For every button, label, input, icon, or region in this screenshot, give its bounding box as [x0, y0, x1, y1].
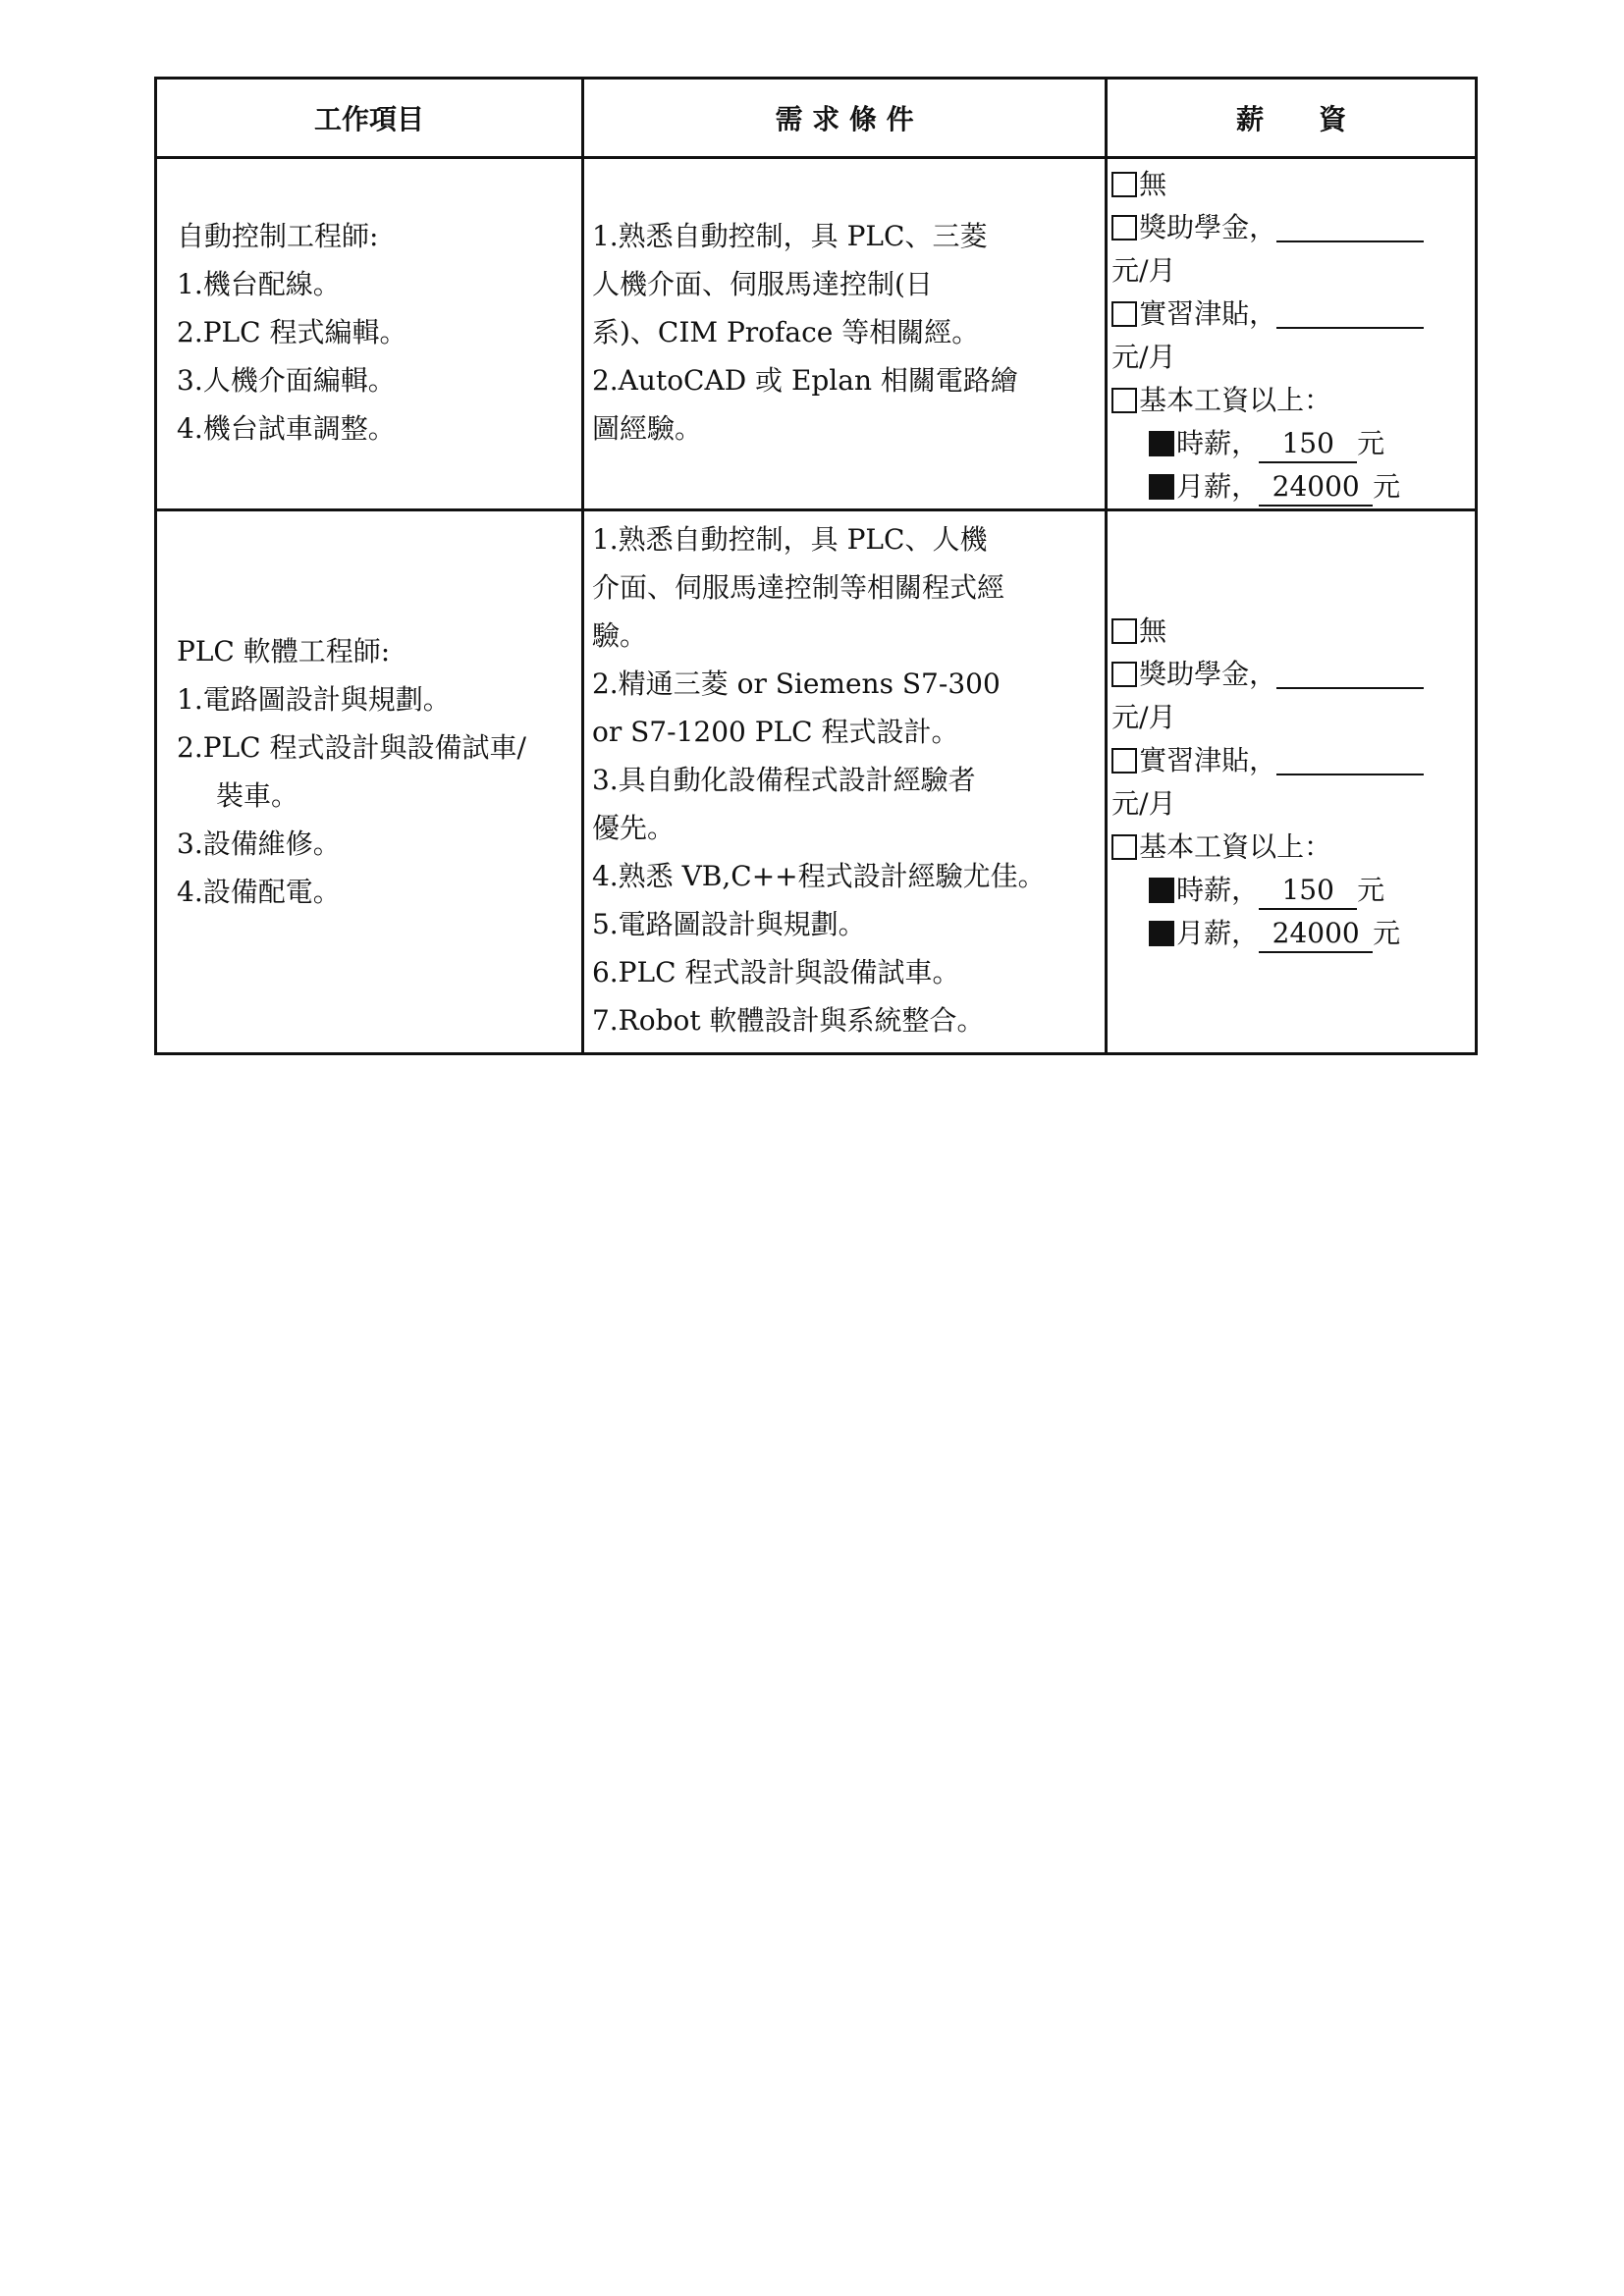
monthly-value: 24000 — [1259, 469, 1373, 507]
requirement-line: 人機介面、伺服馬達控制(日 — [591, 268, 933, 300]
requirement-line: 1.熟悉自動控制，具 PLC、三菱 — [591, 220, 988, 252]
scholarship-checkbox[interactable] — [1111, 215, 1137, 240]
base-wage-checkbox[interactable] — [1111, 834, 1137, 860]
job-item: 1.機台配線。 — [177, 268, 341, 300]
job-item: 2.PLC 程式設計與設備試車/ — [177, 731, 526, 764]
table-row — [156, 510, 1477, 1054]
per-month-label: 元/月 — [1111, 787, 1176, 820]
salary-cell — [1107, 510, 1477, 1054]
job-cell — [156, 510, 583, 1054]
requirement-line: 優先。 — [591, 812, 675, 844]
header-job-item: 工作項目 — [156, 79, 583, 158]
allowance-checkbox[interactable] — [1111, 301, 1137, 327]
scholarship-checkbox[interactable] — [1111, 662, 1137, 687]
salary-cell — [1107, 158, 1477, 510]
unit-label: 元 — [1357, 427, 1385, 459]
job-title: 自動控制工程師: — [177, 220, 379, 252]
hourly-value: 150 — [1259, 873, 1357, 910]
per-month-label: 元/月 — [1111, 254, 1176, 287]
scholarship-amount-field[interactable] — [1276, 211, 1424, 242]
table-row — [156, 158, 1477, 510]
monthly-label: 月薪， — [1176, 917, 1260, 949]
job-item: 1.電路圖設計與規劃。 — [177, 683, 451, 716]
header-salary: 薪 資 — [1107, 79, 1477, 158]
per-month-label: 元/月 — [1111, 341, 1176, 373]
requirement-line: 4.熟悉 VB,C++程式設計經驗尤佳。 — [591, 860, 1046, 892]
monthly-checkbox[interactable] — [1149, 921, 1174, 946]
requirements-cell — [582, 510, 1106, 1054]
job-item: 4.機台試車調整。 — [177, 412, 396, 445]
requirement-line: 系)、CIM Proface 等相關經。 — [591, 316, 980, 348]
requirement-line: 3.具自動化設備程式設計經驗者 — [591, 764, 976, 796]
job-item: 裝車。 — [216, 779, 299, 812]
job-table — [154, 77, 1478, 1055]
allowance-amount-field[interactable] — [1276, 297, 1424, 329]
scholarship-label: 獎助學金， — [1139, 211, 1277, 243]
job-item: 3.人機介面編輯。 — [177, 364, 396, 397]
requirement-line: 5.電路圖設計與規劃。 — [591, 908, 866, 940]
monthly-checkbox[interactable] — [1149, 474, 1174, 500]
requirement-line: 1.熟悉自動控制，具 PLC、人機 — [591, 523, 988, 556]
requirement-line: or S7-1200 PLC 程式設計。 — [591, 716, 959, 748]
requirements-cell — [582, 158, 1106, 510]
unit-label: 元 — [1373, 470, 1401, 503]
requirement-line: 2.AutoCAD 或 Eplan 相關電路繪 — [591, 364, 1018, 397]
job-item: 4.設備配電。 — [177, 876, 341, 908]
hourly-checkbox[interactable] — [1149, 431, 1174, 456]
monthly-value: 24000 — [1259, 916, 1373, 953]
base-wage-checkbox[interactable] — [1111, 388, 1137, 413]
none-checkbox[interactable] — [1111, 172, 1137, 197]
header-requirements: 需 求 條 件 — [582, 79, 1106, 158]
base-wage-label: 基本工資以上： — [1139, 830, 1332, 863]
job-cell — [156, 158, 583, 510]
none-label: 無 — [1139, 168, 1167, 200]
requirement-line: 驗。 — [591, 619, 647, 652]
monthly-label: 月薪， — [1176, 470, 1260, 503]
hourly-label: 時薪， — [1176, 874, 1260, 906]
none-label: 無 — [1139, 614, 1167, 647]
hourly-label: 時薪， — [1176, 427, 1260, 459]
per-month-label: 元/月 — [1111, 701, 1176, 733]
job-item: 2.PLC 程式編輯。 — [177, 316, 407, 348]
allowance-checkbox[interactable] — [1111, 748, 1137, 774]
requirement-line: 2.精通三菱 or Siemens S7-300 — [591, 667, 1001, 700]
requirement-line: 6.PLC 程式設計與設備試車。 — [591, 956, 960, 988]
requirement-line: 介面、伺服馬達控制等相關程式經 — [591, 571, 1004, 604]
allowance-label: 實習津貼， — [1139, 297, 1277, 330]
requirement-line: 圖經驗。 — [591, 412, 702, 445]
hourly-checkbox[interactable] — [1149, 878, 1174, 903]
none-checkbox[interactable] — [1111, 618, 1137, 644]
allowance-label: 實習津貼， — [1139, 744, 1277, 776]
base-wage-label: 基本工資以上： — [1139, 384, 1332, 416]
job-title: PLC 軟體工程師: — [177, 635, 391, 667]
unit-label: 元 — [1373, 917, 1401, 949]
requirement-line: 7.Robot 軟體設計與系統整合。 — [591, 1004, 985, 1037]
allowance-amount-field[interactable] — [1276, 744, 1424, 775]
scholarship-label: 獎助學金， — [1139, 658, 1277, 690]
header-row — [156, 79, 1477, 158]
job-item: 3.設備維修。 — [177, 828, 341, 860]
scholarship-amount-field[interactable] — [1276, 658, 1424, 689]
unit-label: 元 — [1357, 874, 1385, 906]
hourly-value: 150 — [1259, 426, 1357, 463]
